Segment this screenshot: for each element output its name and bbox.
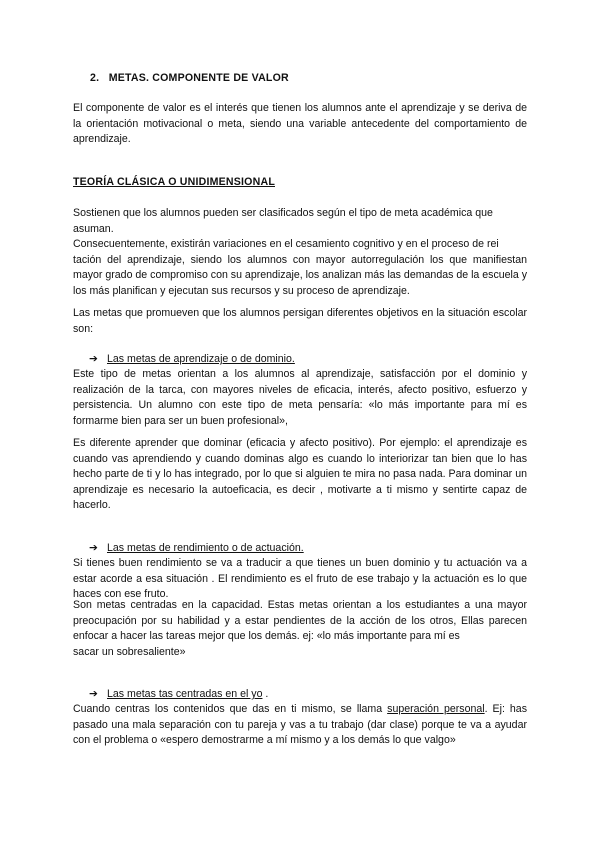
- section-title: METAS. COMPONENTE DE VALOR: [108, 72, 289, 84]
- performance-goals-title: Las metas de rendimiento o de actuación.: [107, 542, 304, 554]
- self-goals-text-pre: Cuando centras los contenidos que das en ti mismo, se llama: [73, 703, 388, 715]
- classic-line-1: Sostienen que los alumnos pueden ser clasificados según el tipo de meta académica que: [73, 207, 493, 219]
- classic-theory-heading: TEORÍA CLÁSICA O UNIDIMENSIONAL: [73, 176, 275, 188]
- performance-goals-paragraph-2: [73, 598, 527, 660]
- performance-goals-paragraph-1: Si tienes buen rendimiento se va a traducir a que tienes un buen dominio y tu actuación va a estar acorde a esa situación . El rendimiento es el fruto de ese trabajo y la actuación es lo que haces con ese fruto.: [73, 557, 527, 600]
- performance-goals-item: [89, 541, 304, 557]
- classic-paragraph-2: Las metas que promueven que los alumnos persigan diferentes objetivos en la situación escolar son:: [73, 307, 527, 335]
- arrow-icon: ➔: [89, 542, 98, 554]
- self-improvement-term: superación personal: [387, 703, 485, 715]
- performance-goals-paragraph-2-main: Son metas centradas en la capacidad. Estas metas orientan a los estudiantes a una mayor preocupación por su habilidad y a estar pendientes de la acción de los otros, Ellas parecen enfocar a hacer las tareas mejor que los demás. ej: «lo más importante para mí es: [73, 599, 527, 642]
- self-goals-title: Las metas tas centradas en el yo: [107, 688, 263, 700]
- classic-paragraph-1: [73, 206, 527, 299]
- self-goals-text-post: . Ej: has pasado una mala separación con tu pareja y vas a tu trabajo (dar clase) porque te va a ayudar con el problema o «espero demostrarme a mí mismo y a los demás lo que valgo»: [73, 703, 528, 746]
- section-heading: [90, 71, 544, 87]
- learning-goals-item: [89, 352, 295, 368]
- self-goals-title-tail: .: [262, 688, 269, 700]
- arrow-icon: ➔: [89, 688, 98, 700]
- self-goals-item: [89, 687, 268, 703]
- arrow-icon: ➔: [89, 353, 98, 365]
- learning-goals-title: Las metas de aprendizaje o de dominio.: [107, 353, 295, 365]
- classic-line-rest: tación del aprendizaje, siendo los alumnos con mayor autorregulación los que manifiestan mayor grado de compromiso con su aprendizaje, los analizan más las demandas de la escuela y los más planifican y ejecutan sus recursos y su proceso de aprendizaje.: [73, 253, 528, 297]
- self-goals-paragraph: [73, 702, 527, 749]
- learning-goals-paragraph-2: Es diferente aprender que dominar (eficacia y afecto positivo). Por ejemplo: el aprendizaje es cuando vas aprendiendo y cuando dominas algo es cuando lo interiorizar tan bien que lo has hecho parte de ti y lo has integrado, por lo que si alguien te mira no pasa nada. Para dominar un aprendizaje es necesario la autoeficacia, es decir , motivarte a ti mismo y sentirte capaz de hacerlo.: [73, 437, 527, 511]
- learning-goals-paragraph-1: Este tipo de metas orientan a los alumnos al aprendizaje, satisfacción por el dominio y realización de la tarca, con mayores niveles de eficacia, interés, afecto positivo, esfuerzo y persistencia. Un alumno con este tipo de meta pensaría: «lo más importante para mí es formarme bien para ser un buen profesional»,: [73, 368, 527, 427]
- classic-line-2: asuman.: [73, 222, 114, 235]
- classic-line-3: Consecuentemente, existirán variaciones en el cesamiento cognitivo y en el proceso de rei: [73, 238, 499, 250]
- performance-goals-paragraph-2-last: sacar un sobresaliente»: [73, 645, 186, 658]
- intro-paragraph: El componente de valor es el interés que tienen los alumnos ante el aprendizaje y se deriva de la orientación motivacional o meta, siendo una variable antecedente del comportamiento de aprendizaje.: [73, 102, 527, 145]
- section-number: 2.: [90, 72, 100, 84]
